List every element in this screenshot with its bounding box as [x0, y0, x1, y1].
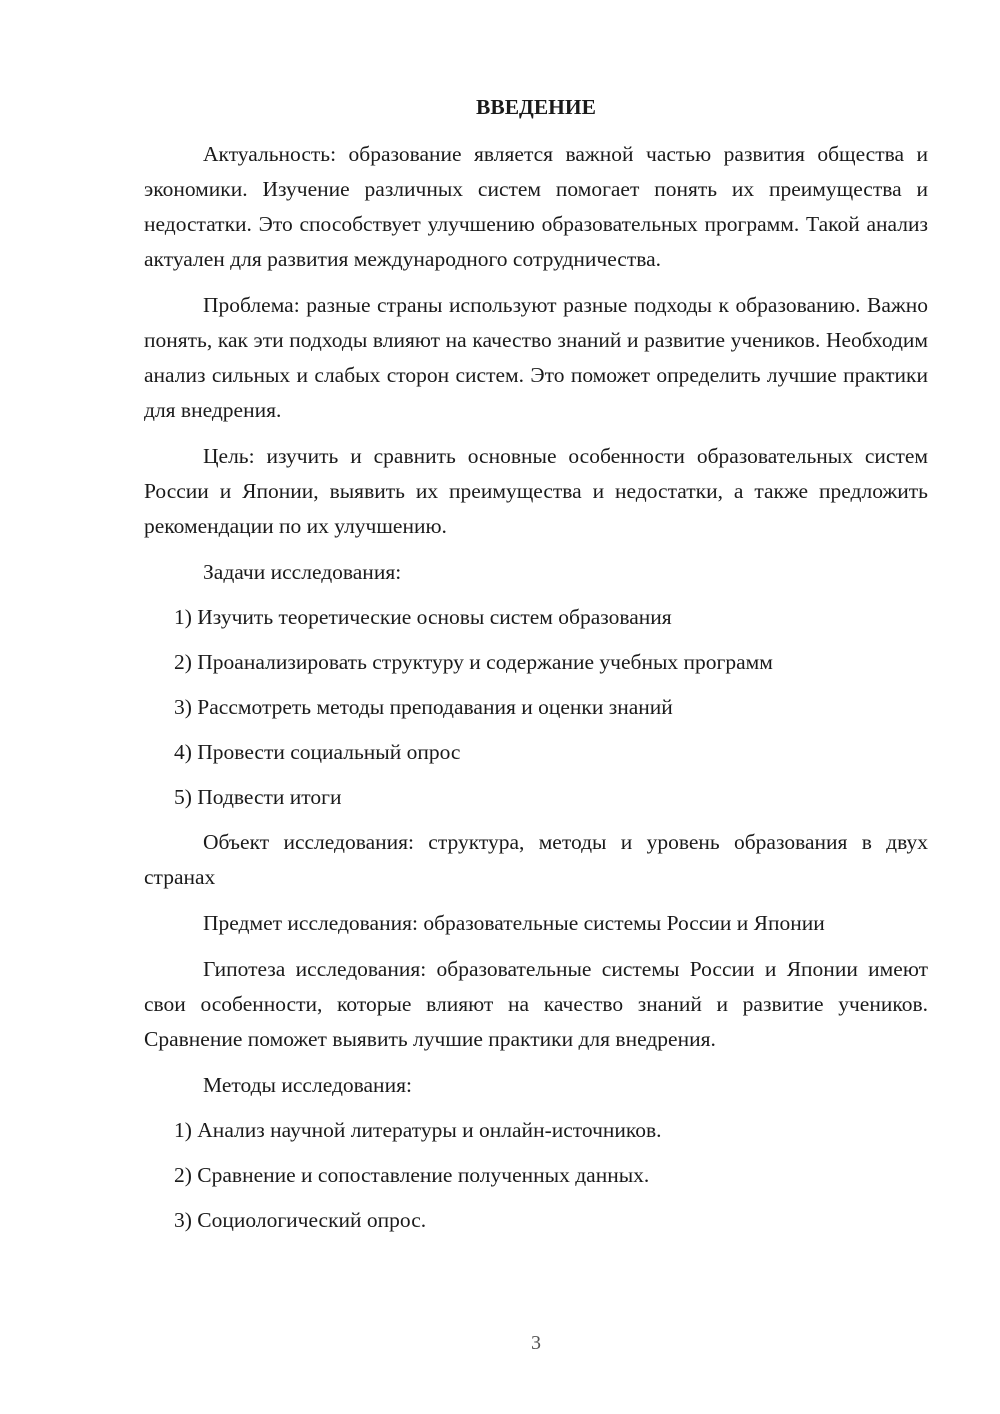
object-paragraph: Объект исследования: структура, методы и уровень образования в двух странах [144, 830, 928, 889]
tasks-label: Задачи исследования: [203, 560, 402, 584]
document-page [144, 90, 928, 1248]
list-item: 4) Провести социальный опрос [174, 740, 461, 764]
page-title: ВВЕДЕНИЕ [476, 95, 596, 119]
list-item: 3) Социологический опрос. [174, 1208, 427, 1232]
goal-paragraph: Цель: изучить и сравнить основные особенности образовательных систем России и Японии, выявить их преимущества и недостатки, а также предложить рекомендации по их улучшению. [144, 444, 928, 538]
list-item: 2) Проанализировать структуру и содержание учебных программ [174, 650, 773, 674]
problem-paragraph: Проблема: разные страны используют разные подходы к образованию. Важно понять, как эти подходы влияют на качество знаний и развитие учеников. Необходим анализ сильных и слабых сторон систем. Это поможет определить лучшие практики для внедрения. [144, 293, 928, 422]
relevance-paragraph: Актуальность: образование является важной частью развития общества и экономики. Изучение различных систем помогает понять их преимущества и недостатки. Это способствует улучшению образовательных программ. Такой анализ актуален для развития международного сотрудничества. [144, 142, 928, 271]
tasks-list [144, 600, 928, 815]
subject-paragraph: Предмет исследования: образовательные системы России и Японии [203, 911, 825, 935]
methods-label: Методы исследования: [203, 1073, 412, 1097]
hypothesis-paragraph: Гипотеза исследования: образовательные системы России и Японии имеют свои особенности, которые влияют на качество знаний и развитие учеников. Сравнение поможет выявить лучшие практики для внедрения. [144, 957, 928, 1051]
list-item: 5) Подвести итоги [174, 785, 342, 809]
list-item: 3) Рассмотреть методы преподавания и оценки знаний [174, 695, 673, 719]
page-number: 3 [531, 1332, 541, 1354]
list-item: 1) Изучить теоретические основы систем образования [174, 605, 672, 629]
list-item: 1) Анализ научной литературы и онлайн-источников. [174, 1118, 662, 1142]
list-item: 2) Сравнение и сопоставление полученных данных. [174, 1163, 650, 1187]
methods-list [144, 1113, 928, 1238]
